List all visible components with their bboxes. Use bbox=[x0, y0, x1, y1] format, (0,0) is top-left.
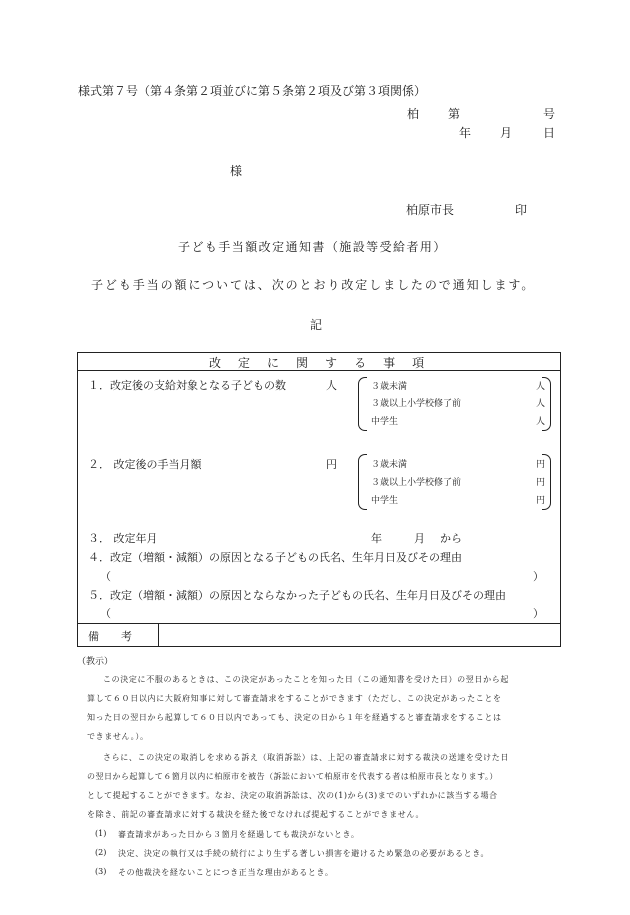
document-title: 子ども手当額改定通知書（施設等受給者用） bbox=[178, 240, 447, 254]
item2-unit: 円 bbox=[326, 458, 337, 471]
item3-month: 月 bbox=[414, 532, 425, 545]
addressee-suffix: 様 bbox=[230, 164, 243, 178]
issuer-name: 柏原市長 bbox=[406, 203, 455, 217]
item1-unit: 人 bbox=[326, 379, 337, 392]
doc-number-prefix: 柏 bbox=[407, 107, 420, 121]
revision-table bbox=[77, 352, 561, 647]
item4-paren-open: （ bbox=[100, 570, 111, 583]
list-item: 審査請求があった日から３箇月を経過しても裁決がないとき。 bbox=[118, 830, 360, 839]
item1-row-unit: 人 bbox=[536, 399, 546, 409]
table-heading: 改 定 に 関 す る 事 項 bbox=[209, 356, 431, 370]
instructions-text: の翌日から起算して６箇月以内に柏原市を被告（訴訟において柏原市を代表する者は柏原市長となります。） bbox=[87, 772, 498, 781]
item1-row-unit: 人 bbox=[536, 417, 546, 427]
item3-year: 年 bbox=[371, 532, 382, 545]
instructions-heading: （教示） bbox=[77, 657, 114, 667]
list-item-number: (3) bbox=[95, 867, 107, 876]
item1-row-label: ３歳未満 bbox=[371, 382, 408, 392]
lead-text: 子ども手当の額については、次のとおり改定しましたので通知します。 bbox=[91, 278, 536, 292]
item3-from: から bbox=[440, 532, 462, 545]
instructions-text: を除き、前記の審査請求に対する裁決を経た後でなければ提起することができません。 bbox=[87, 810, 425, 819]
instructions-text: この決定に不服のあるときは、この決定があったことを知った日（この通知書を受けた日）の翌日から起 bbox=[103, 675, 509, 684]
item1-label: １．改定後の支給対象となる子どもの数 bbox=[88, 379, 286, 392]
ki-mark: 記 bbox=[310, 318, 323, 332]
item1-row-label: ３歳以上小学校修了前 bbox=[371, 399, 462, 409]
item4-paren-close: ） bbox=[533, 570, 544, 583]
doc-number-suffix: 号 bbox=[543, 107, 556, 121]
item5-paren-open: （ bbox=[100, 607, 111, 620]
item3-label: ３． 改定年月 bbox=[88, 532, 158, 545]
item2-label: ２． 改定後の手当月額 bbox=[88, 458, 202, 471]
doc-number-mid: 第 bbox=[448, 107, 461, 121]
item2-row-label: ３歳以上小学校修了前 bbox=[371, 478, 462, 488]
instructions-text: として提起することができます。なお、決定の取消訴訟は、次の(1)から(3)までのいずれかに該当する場合 bbox=[87, 791, 498, 800]
item1-row-label: 中学生 bbox=[371, 417, 399, 427]
remarks-column-divider bbox=[158, 623, 159, 646]
item4-label: ４．改定（増額・減額）の原因となる子どもの氏名、生年月日及びその理由 bbox=[88, 551, 462, 564]
item2-row-label: ３歳未満 bbox=[371, 460, 408, 470]
item2-left-brace bbox=[358, 454, 367, 510]
remarks-divider bbox=[78, 623, 560, 624]
item2-row-label: 中学生 bbox=[371, 496, 399, 506]
date-year: 年 bbox=[459, 126, 472, 140]
instructions-text: 知った日の翌日から起算して６０日以内であっても、決定の日から１年を経過すると審査請求をすることは bbox=[87, 713, 502, 722]
instructions-text: できません。）。 bbox=[87, 732, 149, 741]
list-item-number: (1) bbox=[95, 829, 107, 838]
instructions-text: さらに、この決定の取消しを求める訴え（取消訴訟）は、上記の審査請求に対する裁決の送達を受けた日 bbox=[103, 753, 510, 762]
date-month: 月 bbox=[500, 126, 513, 140]
item5-label: ５．改定（増額・減額）の原因とならなかった子どもの氏名、生年月日及びその理由 bbox=[88, 589, 506, 602]
date-day: 日 bbox=[543, 126, 556, 140]
item2-row-unit: 円 bbox=[536, 478, 546, 488]
item5-paren-close: ） bbox=[533, 607, 544, 620]
instructions-text: 算して６０日以内に大阪府知事に対して審査請求をすることができます（ただし、この決定があったことを bbox=[87, 694, 502, 703]
item1-left-brace bbox=[358, 377, 367, 431]
seal-mark: 印 bbox=[515, 203, 528, 217]
item2-row-unit: 円 bbox=[536, 496, 546, 506]
list-item: 決定、決定の執行又は手続の続行により生ずる著しい損害を避けるため緊急の必要があるとき。 bbox=[118, 849, 490, 858]
list-item-number: (2) bbox=[95, 848, 107, 857]
remarks-label: 備 考 bbox=[88, 630, 132, 643]
list-item: その他裁決を経ないことにつき正当な理由があるとき。 bbox=[118, 868, 334, 877]
form-number: 様式第７号（第４条第２項並びに第５条第２項及び第３項関係） bbox=[78, 84, 427, 98]
item2-row-unit: 円 bbox=[536, 460, 546, 470]
item1-row-unit: 人 bbox=[536, 382, 546, 392]
